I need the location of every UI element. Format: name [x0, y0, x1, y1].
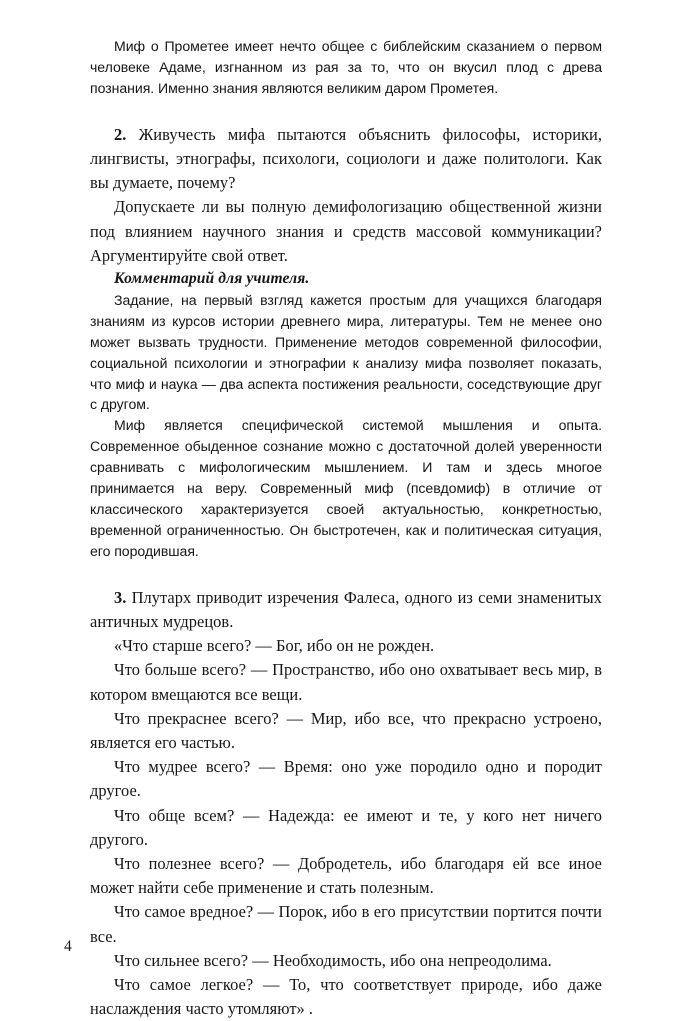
- saying-line: Что мудрее всего? — Время: оно уже породило одно и породит другое.: [90, 757, 602, 801]
- saying-line: Что больше всего? — Пространство, ибо оно охватывает весь мир, в котором вмещаются все вещи.: [90, 660, 602, 704]
- question-3-intro-text: Плутарх приводит изречения Фалеса, одного из семи знаменитых античных мудрецов.: [90, 587, 602, 631]
- saying-line: Что обще всем? — Надежда: ее имеют и те, у кого нет ничего другого.: [90, 805, 602, 849]
- page-content: [90, 36, 602, 1021]
- question-3-intro: [90, 586, 602, 634]
- teacher-comment-heading: Комментарий для учителя.: [114, 269, 310, 287]
- teacher-comment-paragraph-1: Задание, на первый взгляд кажется простым для учащихся благодаря знаниям из курсов истории древнего мира, литературы. Тем не менее оно может вызвать трудности. Применение методов современной философии, социальной психологии и этнографии к анализу мифа позволяет показать, что миф и наука — два аспекта постижения реальности, соседствующие друг с другом.: [90, 291, 602, 413]
- question-3-number: 3.: [114, 587, 127, 607]
- page-number: 4: [64, 938, 72, 955]
- saying-line: Что самое легкое? — То, что соответствует природе, ибо даже наслаждения часто утомляют» .: [90, 974, 602, 1019]
- question-2-part-1: [90, 123, 602, 196]
- question-2-part-2: Допускаете ли вы полную демифологизацию общественной жизни под влиянием научного знания и средств массовой коммуникации? Аргументируйте свой ответ.: [90, 197, 602, 265]
- intro-paragraph: Миф о Прометее имеет нечто общее с библейским сказанием о первом человеке Адаме, изгнанном из рая за то, что он вкусил плод с древа познания. Именно знания являются великим даром Прометея.: [90, 38, 602, 96]
- saying-line: Что самое вредное? — Порок, ибо в его присутствии портится почти все.: [90, 902, 602, 946]
- saying-line: Что прекраснее всего? — Мир, ибо все, что прекрасно устроено, является его частью.: [90, 708, 602, 752]
- saying-line: Что сильнее всего? — Необходимость, ибо она непреодолима.: [114, 950, 552, 970]
- saying-line: «Что старше всего? — Бог, ибо он не рожден.: [114, 636, 435, 656]
- teacher-comment-paragraph-2: Миф является специфической системой мышления и опыта. Современное обыденное сознание можно с достаточной долей уверенности сравнивать с мифологическим мышлением. И там и здесь многое принимается на веру. Современный миф (псевдомиф) в отличие от классического характеризуется своей актуальностью, конкретностью, временной ограниченностью. Он быстротечен, как и политическая ситуация, его породившая.: [90, 417, 602, 559]
- question-2-text-1: Живучесть мифа пытаются объяснить философы, историки, лингвисты, этнографы, психологи, социологи и даже политологи. Как вы думаете, почему?: [90, 124, 602, 193]
- saying-line: Что полезнее всего? — Добродетель, ибо благодаря ей все иное может найти себе применение и стать полезным.: [90, 853, 602, 898]
- question-2-number: 2.: [114, 124, 127, 144]
